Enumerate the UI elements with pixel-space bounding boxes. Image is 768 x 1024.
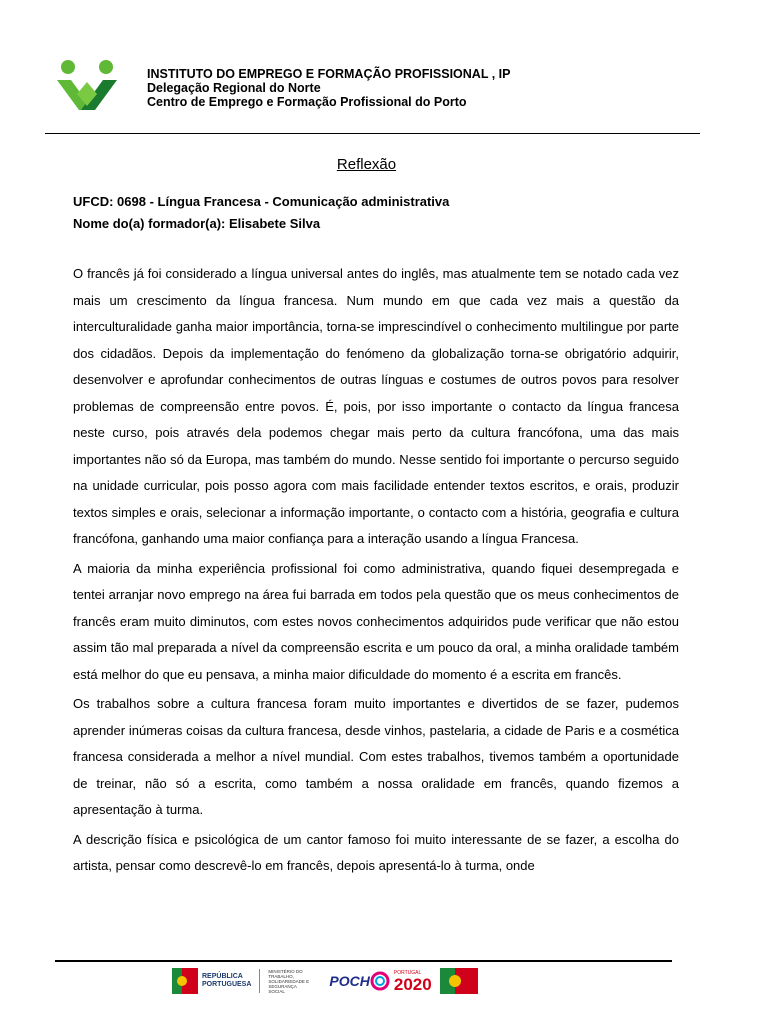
- footer-separator: [259, 969, 260, 993]
- document-body: [73, 261, 679, 883]
- paragraph: A maioria da minha experiência profissional foi como administrativa, quando fiquei desempregada e tentei arranjar novo emprego na área fui barrada em todos pela questão que os meus conhecimentos de francês eram muito diminutos, com estes novos conhecimentos adquiridos pude verificar que não estou assim tão mal preparada a nível da compreensão escrita e um pouco da oral, a minha oralidade também está melhor do que eu pensava, a minha maior dificuldade do momento é a escrita em francês.: [73, 560, 679, 682]
- ministry-line1: MINISTÉRIO DO TRABALHO,: [268, 968, 303, 979]
- paragraph: Os trabalhos sobre a cultura francesa foram muito importantes e divertidos de se fazer, pudemos aprender inúmeras coisas da cultura francesa, desde vinhos, pastelaria, a cidade de Paris e a cosmética francesa considerada a melhor a nível mundial. Com estes trabalhos, tivemos também a oportunidade de treinar, não só a escrita, como também a nossa oralidade em francês, quando fizemos a apresentação à turma.: [73, 696, 679, 817]
- portugal-2020-logo: [394, 970, 432, 993]
- header-divider: [45, 133, 700, 134]
- center-name: Centro de Emprego e Formação Profissional do Porto: [147, 95, 467, 109]
- delegation-name: Delegação Regional do Norte: [147, 81, 321, 95]
- trainer-line: Nome do(a) formador(a): Elisabete Silva: [73, 216, 321, 231]
- footer-logos: [172, 966, 478, 996]
- republica-line2: PORTUGUESA: [202, 981, 252, 988]
- ufcd-line: UFCD: 0698 - Língua Francesa - Comunicação administrativa: [73, 194, 450, 209]
- ministry-line2: SOLIDARIEDADE E SEGURANÇA: [268, 978, 310, 989]
- paragraph: O francês já foi considerado a língua universal antes do inglês, mas atualmente tem se notado cada vez mais um crescimento da língua francesa. Num mundo em que cada vez mais a questão da interculturalidade ganha maior importância, torna-se imprescindível o conhecimento multilingue por parte dos cidadãos. Depois da implementação do fenómeno da globalização torna-se obrigatório adquirir, desenvolver e aprofundar conhecimentos de outras línguas e costumes de outros povos para resolver problemas de compreensão entre povos. É, pois, por isso importante o contacto da língua francesa neste curso, pois através dela podemos chegar mais perto da cultura francófona, uma das mais importantes não só da Europa, mas também do mundo. Nesse sentido foi importante o percurso seguido na unidade curricular, pois posso agora com mais facilidade entender textos escritos, e orais, produzir textos simples e orais, selecionar a informação importante, o contacto com a história, geografia e cultura francófona, ganhando uma maior confiança para a interação usando a língua Francesa.: [73, 266, 679, 546]
- document-meta: [73, 191, 449, 235]
- republica-text: [202, 973, 251, 989]
- header-text: [147, 67, 510, 109]
- ministry-text: [268, 969, 323, 994]
- ministry-line3: SOCIAL: [268, 988, 285, 994]
- republica-line1: REPÚBLICA: [202, 973, 243, 980]
- footer-divider: [55, 960, 672, 962]
- portugal-2020-number: 2020: [393, 974, 432, 994]
- iefp-logo-icon: [55, 58, 119, 110]
- portugal-label: PORTUGAL: [393, 969, 422, 976]
- poch-swirl-icon: [370, 970, 390, 992]
- institute-name: INSTITUTO DO EMPREGO E FORMAÇÃO PROFISSIONAL , IP: [147, 67, 511, 81]
- eu-flag-icon: [440, 968, 478, 994]
- republica-emblem-icon: [172, 968, 198, 994]
- paragraph: A descrição física e psicológica de um cantor famoso foi muito interessante de se fazer, a escolha do artista, pensar como descrevê-lo em francês, depois apresentá-lo à turma, onde: [73, 831, 679, 873]
- poch-logo: POCH: [329, 973, 370, 989]
- document-title: Reflexão: [336, 156, 397, 173]
